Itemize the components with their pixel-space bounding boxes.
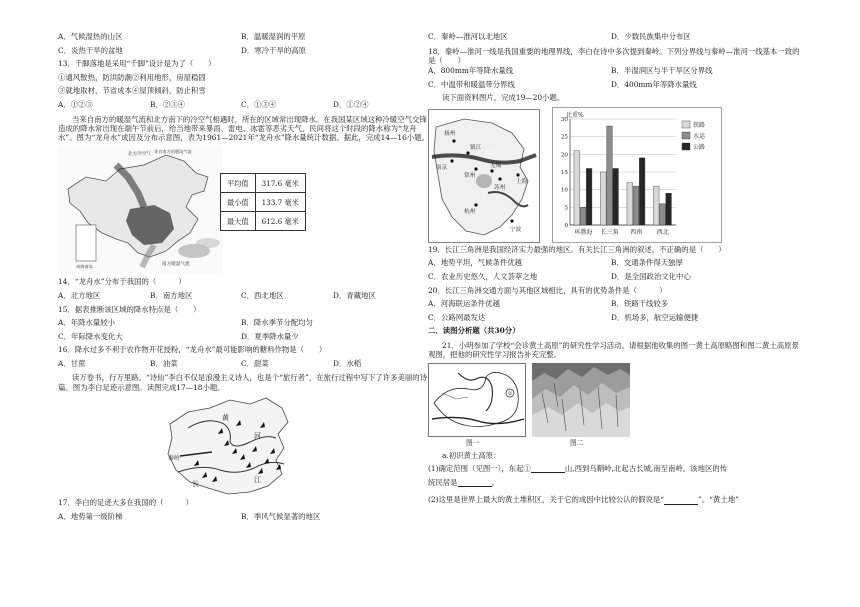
- q20-options-row2: [428, 313, 800, 327]
- q12-options-row1: [58, 32, 430, 46]
- q14-option-b[interactable]: B．南方地区: [150, 290, 193, 300]
- chart-x-tick-label: 西南: [630, 228, 643, 236]
- q18-stem: 18．秦岭—淮河一线是我国重要的地理界线，李白在诗中多次提到秦岭。下列分界线与秦岭—淮河一线基本一致的是（ ）: [428, 46, 800, 65]
- map3-city-yangzhou: 扬州: [444, 130, 456, 137]
- table-row: [221, 193, 306, 212]
- q21-blank-2[interactable]: [458, 478, 492, 487]
- table-row: [221, 174, 306, 193]
- map1-north-label: 北方冷空气: [128, 152, 151, 158]
- left-column: [58, 32, 430, 525]
- chart-x-tick-label: 西北: [656, 228, 669, 236]
- q21-sub1-line2: [428, 478, 800, 492]
- q15-options-row2: [58, 332, 430, 346]
- q13-stem: 13．千脚落地是采用“千脚”设计是为了（ ）: [58, 59, 216, 69]
- q12-option-c[interactable]: C．炎热干旱的盆地: [58, 45, 123, 55]
- map3-city-changzhou: 常州: [464, 172, 476, 179]
- q17-option-d[interactable]: D．少数民族集中分布区: [611, 32, 691, 41]
- chart-bar: [607, 126, 613, 225]
- chart-bar: [613, 168, 619, 225]
- q16-options: [58, 359, 430, 373]
- q21-part-a: a.初识黄土高原：: [442, 450, 501, 460]
- map3-river-label: 长江: [484, 149, 497, 157]
- q19-option-a[interactable]: A．地势平坦，气候条件优越: [428, 258, 523, 268]
- stat-label: 平均值: [221, 174, 256, 193]
- q12-options-row2: [58, 46, 430, 60]
- table-row: [221, 212, 306, 231]
- figure-row-1: [58, 143, 430, 277]
- map3-city-shanghai: 上海: [516, 178, 528, 185]
- q21-blank-3[interactable]: [664, 496, 698, 505]
- stat-label: 最大值: [221, 212, 256, 231]
- map2-yangtze-chang: 长: [192, 479, 199, 488]
- q15-option-b[interactable]: B．降水季节分配均匀: [241, 318, 313, 328]
- chart-y-axis-label: 比重%: [566, 111, 584, 119]
- chart-y-tick-label: 5: [564, 205, 568, 212]
- q19-option-d[interactable]: D．是全国政治文化中心: [611, 272, 691, 282]
- q17-option-c[interactable]: C．秦岭—淮河以北地区: [428, 32, 508, 41]
- q21-blank-1[interactable]: [531, 464, 565, 473]
- q21-sub1-text-d: 。: [491, 477, 499, 487]
- q17-stem: 17．李白的足迹大多在我国的（ ）: [58, 497, 194, 507]
- q14-options: [58, 291, 430, 305]
- fig2-caption: 图二: [570, 438, 584, 447]
- q14-option-c[interactable]: C．西北地区: [241, 290, 284, 300]
- transport-share-bar-chart: [552, 107, 722, 243]
- q19-stem: 19．长江三角洲是我国经济实力最强的地区。有关长江三角洲的叙述，不正确的是（ ）: [428, 244, 726, 254]
- q19-options-row2: [428, 272, 800, 286]
- q21-sub1-text-c: 统民居是: [428, 477, 458, 487]
- q18-option-c[interactable]: C．中温带和暖温带分界线: [428, 79, 515, 89]
- fig1-marker-1: ①: [507, 390, 513, 397]
- map1-region-label: 来自南方的暖湿气流: [154, 149, 192, 155]
- chart-y-tick-label: 20: [560, 152, 568, 159]
- chart-bar: [666, 193, 672, 225]
- chart-bar: [580, 207, 586, 225]
- q18-option-b[interactable]: B．半湿润区与半干旱区分界线: [611, 66, 713, 76]
- q20-option-a[interactable]: A．河海联运条件优越: [428, 299, 500, 309]
- q18-option-d[interactable]: D．400mm年等降水量线: [611, 79, 697, 89]
- map1-south-label: 南方暖湿气流: [162, 262, 190, 268]
- chart-legend-label: 铁路: [693, 121, 706, 129]
- map2-river-huang: 黄: [222, 413, 229, 422]
- q16-stem: 16．降水过多不利于农作物开花授粉，“龙舟水”最可能影响的糖料作物是（ ）: [58, 345, 327, 355]
- q19-option-b[interactable]: B．交通条件得天独厚: [611, 258, 683, 268]
- longzhoushui-map: [58, 147, 223, 273]
- q17-option-b[interactable]: B．季风气候显著的地区: [241, 511, 321, 521]
- map2-river-he: 河: [254, 431, 261, 440]
- q15-stem: 15．据表推断该区域的降水特点是（ ）: [58, 304, 201, 314]
- stat-value: 612.6 毫米: [255, 212, 305, 231]
- q14-option-a[interactable]: A．北方地区: [58, 290, 101, 300]
- map1-sea-label: 南海诸岛: [76, 264, 93, 270]
- chart-y-tick-label: 30: [560, 116, 568, 123]
- q21-stem: 21．小明参加了学校“会诊黄土高原”的研究性学习活动。请根据他收集的图一黄土高原略图和图二黄土高原景观图，把他的研究性学习报告补充完整。: [428, 341, 799, 360]
- fig1-caption: 图一: [466, 438, 480, 447]
- q21-sub1-circle: ①: [523, 464, 531, 474]
- q21-sub1-text-a: (1)确定范围（见图一），东起: [428, 464, 524, 474]
- q17-options-cont: [428, 32, 800, 46]
- stat-label: 最小值: [221, 193, 256, 212]
- map3-city-ningbo: 宁波: [510, 226, 522, 233]
- stat-value: 133.7 毫米: [255, 193, 305, 212]
- chart-bar: [633, 186, 639, 225]
- chart-bar: [660, 204, 666, 225]
- q16-option-c[interactable]: C．甜菜: [241, 358, 269, 368]
- q15-option-c[interactable]: C．年际降水变化大: [58, 331, 123, 341]
- q21-sub2-text: (2)这里是世界上最大的黄土堆积区，关于它的成因中比较公认的假说是“: [428, 495, 664, 505]
- q18-options-row2: [428, 80, 800, 94]
- map3-city-wuxi: 无锡: [490, 162, 502, 169]
- chart-y-tick-label: 25: [560, 134, 568, 141]
- q13-option-a[interactable]: A．①②③: [58, 99, 93, 109]
- q20-stem: 20．长江三角洲交通方面与其他区域相比，具有的优势条件是（ ）: [428, 285, 667, 295]
- q19-option-c[interactable]: C．农业历史悠久，人文荟萃之地: [428, 272, 538, 282]
- chart-bar: [653, 186, 659, 225]
- map3-city-hangzhou: 杭州: [464, 208, 476, 215]
- section-heading: 二．读图分析题（共30分）: [428, 326, 520, 336]
- q16-option-b[interactable]: B．油菜: [150, 358, 178, 368]
- chart-x-tick-label: 长三角: [600, 228, 619, 236]
- q15-options-row1: [58, 318, 430, 332]
- q15-option-a[interactable]: A．年降水量较小: [58, 318, 116, 328]
- chart-y-tick-label: 10: [560, 187, 568, 194]
- q18-options-row1: [428, 66, 800, 80]
- q17-option-a[interactable]: A．地势第一级阶梯: [58, 511, 123, 521]
- loess-plateau-landscape-photo: [532, 363, 630, 437]
- q17-options: [58, 512, 430, 526]
- chart-bar: [600, 172, 606, 225]
- passage-longzhoushui: 当来自南方的暖湿气流和北方南下的冷空气相遇时，所在的区域常出现降水。在我国某区域这种冷暖空气交锋造成的降水常出现在端午节前后，给当地带来暴雨、雷电、冰雹等恶劣天气，民间将这个时段的降水称为“龙舟水”。图为“龙舟水”成因及分布示意图，表为1961—2021年“龙舟水”降水量统计数据。据此，完成14—16小题。: [58, 114, 429, 143]
- q12-option-a[interactable]: A．气候湿热的山区: [58, 32, 123, 41]
- yangtze-delta-map: [428, 109, 540, 243]
- q13-items-1: ①通风散热，防洪防潮②利用地形，房屋稳固: [58, 72, 206, 82]
- q13-option-d[interactable]: D．①②④: [333, 99, 369, 109]
- map2-qinling: 秦岭: [168, 454, 181, 462]
- map3-city-zhenjiang: 镇江: [470, 144, 482, 151]
- map3-city-suzhou: 苏州: [494, 184, 506, 191]
- chart-legend-label: 公路: [693, 143, 706, 151]
- q20-option-c[interactable]: C．公路网最发达: [428, 312, 486, 322]
- chart-bar: [627, 182, 633, 224]
- stat-value: 317.6 毫米: [255, 174, 305, 193]
- q21-sub2-line1: [428, 495, 800, 509]
- q20-option-b[interactable]: B．铁路干线较多: [611, 299, 669, 309]
- map3-city-nanjing: 南京: [436, 164, 448, 171]
- q14-option-d[interactable]: D．青藏地区: [333, 290, 376, 300]
- q19-options-row1: [428, 258, 800, 272]
- q21-sub1-text-b: 山,西到乌鞘岭,北起古长城,南至南岭。该地区的传: [564, 464, 728, 474]
- q16-option-d[interactable]: D．水稻: [333, 358, 362, 368]
- chart-bar: [639, 158, 645, 225]
- q18-option-a[interactable]: A．800mm年等降水量线: [428, 66, 514, 76]
- q20-options-row1: [428, 299, 800, 313]
- chart-bar: [574, 151, 580, 225]
- q21-sub1-line1: [428, 464, 800, 478]
- longzhoushui-stats-table: [220, 173, 306, 231]
- q15-option-d[interactable]: D．夏季降水量少: [241, 331, 299, 341]
- chart-legend-swatch: [682, 132, 690, 139]
- chart-x-tick-label: 环渤海: [574, 228, 593, 236]
- q16-option-a[interactable]: A．甘蔗: [58, 358, 86, 368]
- passage-material: 读下面资料图片，完成19—20小题。: [442, 93, 565, 103]
- chart-legend-swatch: [682, 121, 690, 128]
- map2-yangtze-jiang: 江: [254, 475, 261, 484]
- libai-footprint-map: [158, 394, 298, 498]
- q13-option-c[interactable]: C．①③④: [241, 99, 277, 109]
- q12-option-b[interactable]: B．温暖湿润的平原: [241, 32, 306, 41]
- chart-legend: [682, 121, 706, 151]
- loess-plateau-sketch-map: [428, 363, 526, 437]
- passage-libai: 读万卷书，行万里路。“诗仙”李白不仅是浪漫主义诗人，也是个“旅行者”，在旅行过程中写下了许多美丽的诗篇。图为李白足迹示意图。读图完成17—18小题。: [58, 373, 428, 392]
- figure-row-2: [428, 107, 800, 245]
- chart-y-tick-label: 15: [560, 169, 568, 176]
- q13-options: [58, 100, 430, 114]
- q13-option-b[interactable]: B．②③④: [150, 99, 185, 109]
- q13-items-2: ③就地取材，节省成本④屋顶倾斜，防止积雪: [58, 86, 206, 96]
- chart-bar: [586, 168, 592, 225]
- q14-stem: 14．“龙舟水”分布于我国的（ ）: [58, 277, 186, 287]
- chart-legend-label: 水运: [693, 132, 706, 140]
- figure-row-3: [428, 361, 800, 451]
- chart-legend-swatch: [682, 143, 690, 150]
- right-column: [428, 32, 800, 509]
- q12-option-d[interactable]: D．寒冷干旱的高原: [241, 45, 307, 55]
- q21-sub2-tail: ”。“黄土地”: [697, 495, 739, 505]
- chart-y-tick-label: 0: [564, 222, 568, 229]
- q20-option-d[interactable]: D．机场多，航空运输便捷: [611, 312, 699, 322]
